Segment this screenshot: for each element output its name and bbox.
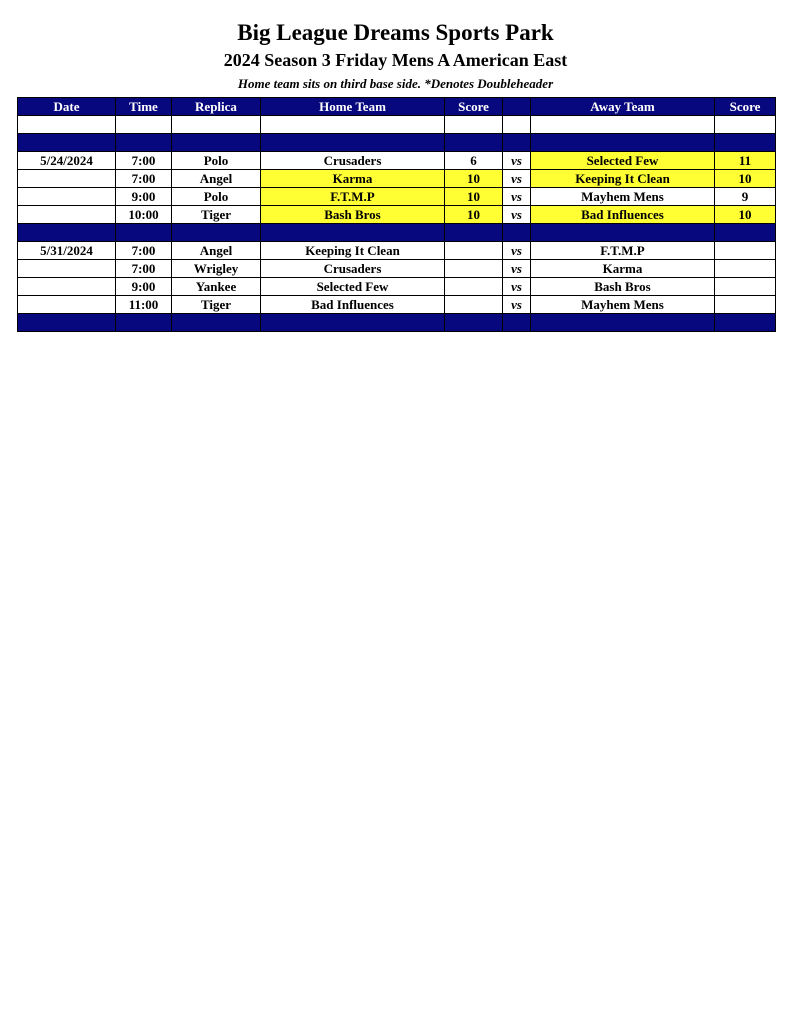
- home-score-cell: 10: [445, 188, 503, 206]
- away-team-cell: Bash Bros: [531, 278, 715, 296]
- table-row: [18, 170, 776, 188]
- time-cell: 9:00: [116, 188, 172, 206]
- blank-row-cell: [531, 116, 715, 134]
- table-row: [18, 260, 776, 278]
- blank-row-cell: [116, 116, 172, 134]
- date-cell: [18, 188, 116, 206]
- replica-cell: Tiger: [172, 296, 261, 314]
- home-score-cell: [445, 242, 503, 260]
- col-time-header: Time: [116, 98, 172, 116]
- table-row: [18, 278, 776, 296]
- replica-cell: Wrigley: [172, 260, 261, 278]
- separator-band-cell: [18, 314, 116, 332]
- header-row: [18, 98, 776, 116]
- separator-band-cell: [715, 134, 776, 152]
- vs-cell: vs: [503, 152, 531, 170]
- time-cell: 7:00: [116, 242, 172, 260]
- col-vs-header: [503, 98, 531, 116]
- home-team-cell: Crusaders: [261, 152, 445, 170]
- time-cell: 11:00: [116, 296, 172, 314]
- separator-band-cell: [116, 314, 172, 332]
- replica-cell: Tiger: [172, 206, 261, 224]
- col-home-team-header: Home Team: [261, 98, 445, 116]
- blank-row-cell: [18, 116, 116, 134]
- home-score-cell: [445, 296, 503, 314]
- replica-cell: Yankee: [172, 278, 261, 296]
- vs-cell: vs: [503, 296, 531, 314]
- vs-cell: vs: [503, 278, 531, 296]
- col-away-team-header: Away Team: [531, 98, 715, 116]
- time-cell: 7:00: [116, 260, 172, 278]
- away-score-cell: [715, 278, 776, 296]
- home-team-cell: Crusaders: [261, 260, 445, 278]
- separator-band-cell: [116, 134, 172, 152]
- home-team-cell: Selected Few: [261, 278, 445, 296]
- away-team-cell: Keeping It Clean: [531, 170, 715, 188]
- away-team-cell: Karma: [531, 260, 715, 278]
- away-team-cell: F.T.M.P: [531, 242, 715, 260]
- date-cell: 5/24/2024: [18, 152, 116, 170]
- table-row: [18, 206, 776, 224]
- separator-band-cell: [503, 224, 531, 242]
- away-team-cell: Mayhem Mens: [531, 296, 715, 314]
- time-cell: 9:00: [116, 278, 172, 296]
- table-row: [18, 296, 776, 314]
- separator-band: [18, 224, 776, 242]
- date-cell: [18, 206, 116, 224]
- schedule-body: [18, 116, 776, 332]
- separator-band-cell: [172, 134, 261, 152]
- blank-row: [18, 116, 776, 134]
- vs-cell: vs: [503, 188, 531, 206]
- separator-band-cell: [531, 224, 715, 242]
- separator-band: [18, 314, 776, 332]
- page-title: Big League Dreams Sports Park: [237, 20, 554, 45]
- home-score-cell: 10: [445, 170, 503, 188]
- replica-cell: Polo: [172, 188, 261, 206]
- away-score-cell: [715, 260, 776, 278]
- separator-band-cell: [261, 134, 445, 152]
- away-score-cell: [715, 242, 776, 260]
- home-score-cell: 10: [445, 206, 503, 224]
- separator-band-cell: [503, 314, 531, 332]
- separator-band-cell: [116, 224, 172, 242]
- home-score-cell: [445, 278, 503, 296]
- schedule-note: Home team sits on third base side. *Denotes Doubleheader: [237, 76, 554, 91]
- date-cell: 5/31/2024: [18, 242, 116, 260]
- separator-band-cell: [715, 314, 776, 332]
- separator-band-cell: [445, 134, 503, 152]
- home-team-cell: Keeping It Clean: [261, 242, 445, 260]
- home-team-cell: F.T.M.P: [261, 188, 445, 206]
- replica-cell: Angel: [172, 242, 261, 260]
- col-home-score-header: Score: [445, 98, 503, 116]
- home-team-cell: Bad Influences: [261, 296, 445, 314]
- separator-band-cell: [531, 314, 715, 332]
- home-team-cell: Bash Bros: [261, 206, 445, 224]
- replica-cell: Polo: [172, 152, 261, 170]
- blank-row-cell: [445, 116, 503, 134]
- home-score-cell: [445, 260, 503, 278]
- away-score-cell: 10: [715, 170, 776, 188]
- separator-band-cell: [503, 134, 531, 152]
- separator-band-cell: [18, 134, 116, 152]
- separator-band-cell: [18, 224, 116, 242]
- separator-band-cell: [715, 224, 776, 242]
- home-team-cell: Karma: [261, 170, 445, 188]
- col-replica-header: Replica: [172, 98, 261, 116]
- table-row: [18, 188, 776, 206]
- separator-band-cell: [261, 314, 445, 332]
- table-row: [18, 242, 776, 260]
- schedule-table: [17, 97, 776, 332]
- vs-cell: vs: [503, 242, 531, 260]
- separator-band-cell: [531, 134, 715, 152]
- home-score-cell: 6: [445, 152, 503, 170]
- separator-band-cell: [172, 224, 261, 242]
- table-row: [18, 152, 776, 170]
- vs-cell: vs: [503, 170, 531, 188]
- separator-band: [18, 134, 776, 152]
- replica-cell: Angel: [172, 170, 261, 188]
- away-team-cell: Selected Few: [531, 152, 715, 170]
- time-cell: 7:00: [116, 152, 172, 170]
- separator-band-cell: [445, 224, 503, 242]
- away-score-cell: 11: [715, 152, 776, 170]
- time-cell: 10:00: [116, 206, 172, 224]
- date-cell: [18, 278, 116, 296]
- away-team-cell: Bad Influences: [531, 206, 715, 224]
- away-score-cell: [715, 296, 776, 314]
- blank-row-cell: [261, 116, 445, 134]
- date-cell: [18, 260, 116, 278]
- time-cell: 7:00: [116, 170, 172, 188]
- blank-row-cell: [172, 116, 261, 134]
- blank-row-cell: [715, 116, 776, 134]
- vs-cell: vs: [503, 260, 531, 278]
- col-away-score-header: Score: [715, 98, 776, 116]
- away-score-cell: 9: [715, 188, 776, 206]
- date-cell: [18, 296, 116, 314]
- separator-band-cell: [172, 314, 261, 332]
- away-score-cell: 10: [715, 206, 776, 224]
- date-cell: [18, 170, 116, 188]
- vs-cell: vs: [503, 206, 531, 224]
- league-subtitle: 2024 Season 3 Friday Mens A American East: [223, 50, 568, 70]
- separator-band-cell: [445, 314, 503, 332]
- col-date-header: Date: [18, 98, 116, 116]
- away-team-cell: Mayhem Mens: [531, 188, 715, 206]
- blank-row-cell: [503, 116, 531, 134]
- separator-band-cell: [261, 224, 445, 242]
